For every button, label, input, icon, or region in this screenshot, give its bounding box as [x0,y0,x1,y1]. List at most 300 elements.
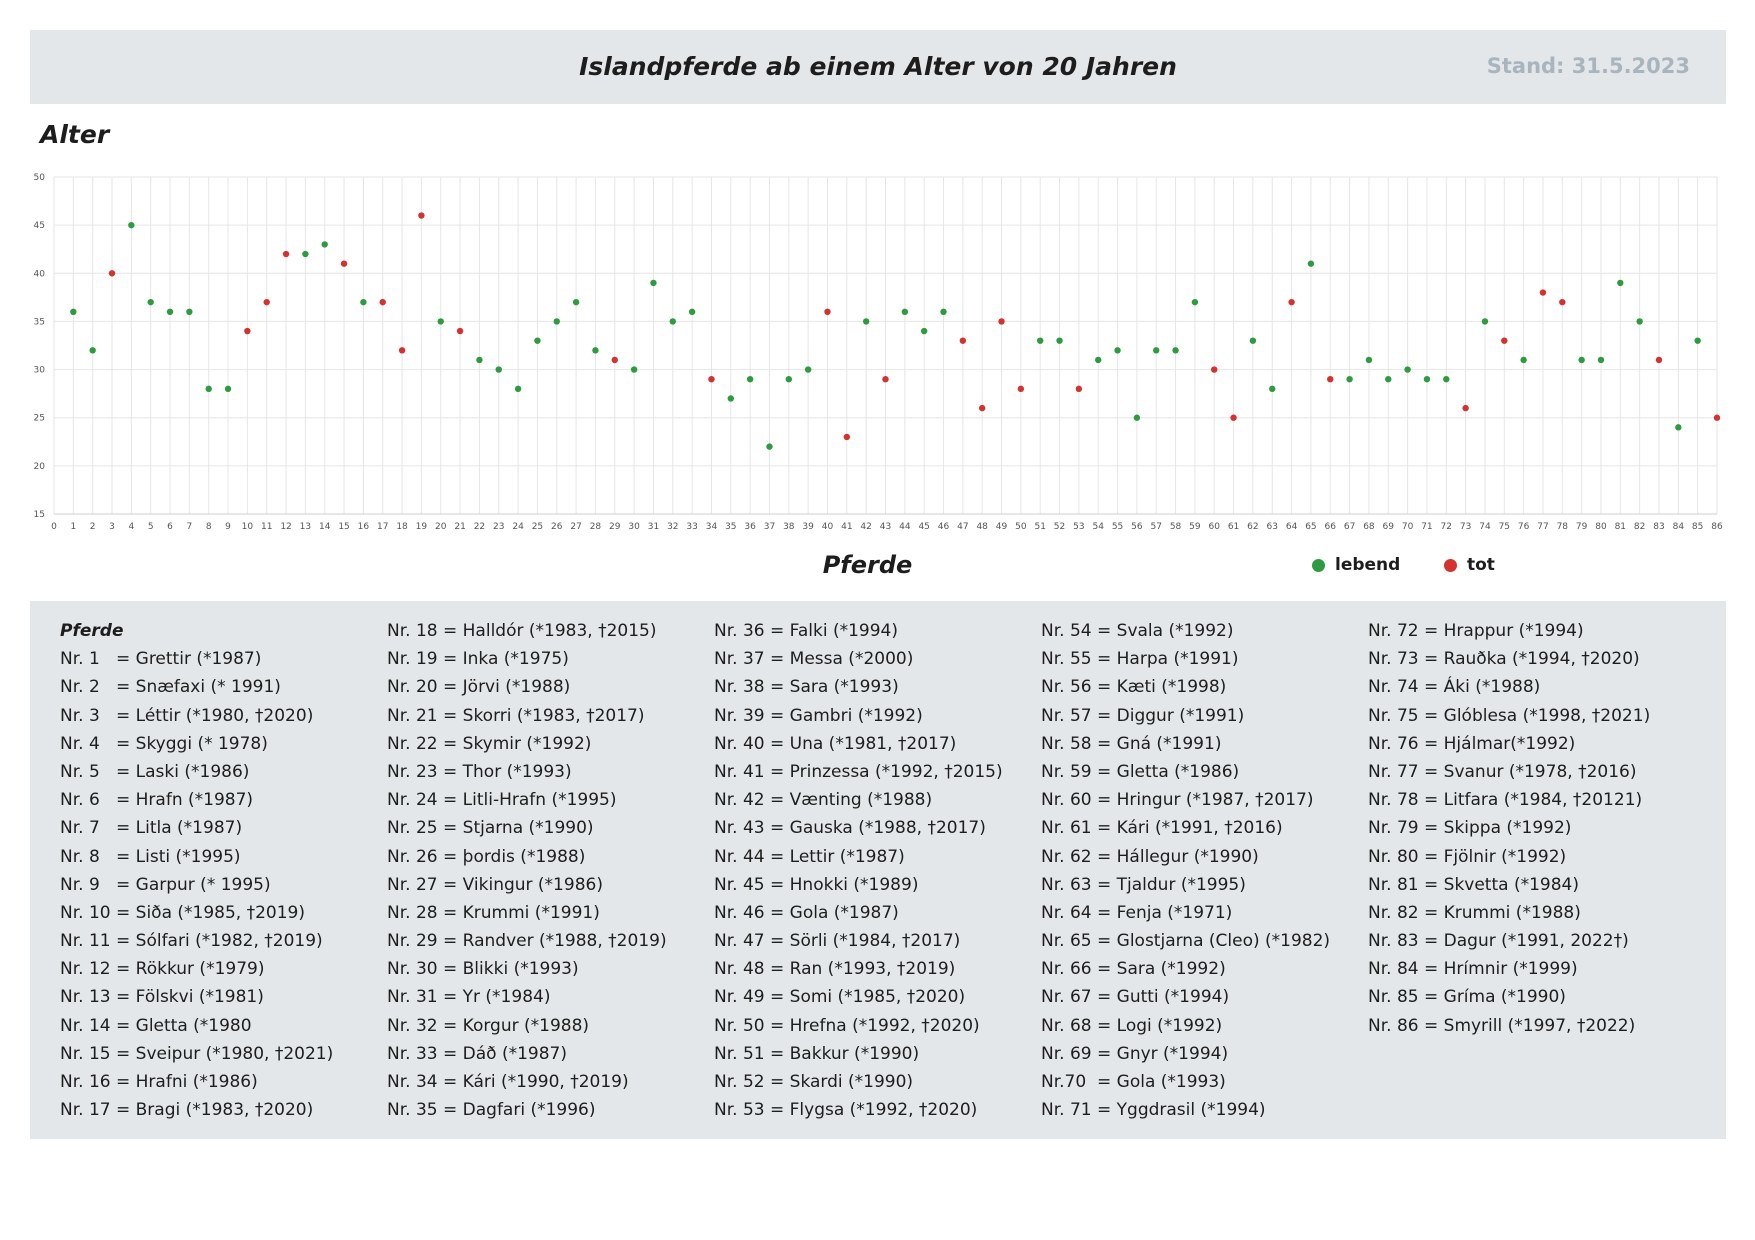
y-tick-label: 35 [33,317,45,328]
horse-number: Nr. 22 [387,733,438,754]
horse-number: Nr. 54 [1041,621,1092,641]
horse-name: = Yggdrasil (*1994) [1097,1100,1266,1121]
x-tick-label: 13 [299,522,312,532]
horse-name: = Smyrill (*1997, †2022) [1424,1015,1636,1036]
horse-name: = Grettir (*1987) [116,649,262,670]
horse-name: = Bakkur (*1990) [770,1043,920,1064]
data-point-alive [940,309,946,315]
horse-name: = Logi (*1992) [1097,1015,1223,1036]
horse-number: Nr. 79 [1368,818,1419,839]
horse-name: = Hrafni (*1986) [116,1072,258,1092]
x-tick-label: 72 [1440,522,1453,532]
x-tick-label: 22 [473,522,486,532]
horse-number: Nr. 13 [60,987,111,1008]
horse-name: = Hringur (*1987, †2017) [1097,790,1314,811]
data-point-alive [670,318,676,324]
horse-number: Nr. 67 [1041,987,1092,1008]
data-point-dead [960,337,966,343]
horse-name: = Dagur (*1991, 2022†) [1424,931,1629,952]
horse-name: = Sólfari (*1982, †2019) [116,931,323,952]
horse-number: Nr. 30 [387,959,438,980]
horse-name: = Lettir (*1987) [770,846,905,867]
x-tick-label: 82 [1633,522,1646,532]
data-point-dead [1656,357,1662,363]
horse-list-column [387,617,667,1124]
data-point-dead [399,347,405,353]
x-tick-label: 7 [186,522,193,532]
horse-number: Nr. 64 [1041,902,1092,923]
x-tick-label: 43 [879,522,892,532]
horse-list-item [1368,730,1650,758]
data-point-alive [438,318,444,324]
data-point-alive [1385,376,1391,382]
horse-name: = Gola (*1987) [770,902,899,923]
horse-number: Nr. 23 [387,761,438,782]
horse-name: = Litli-Hrafn (*1995) [443,790,617,811]
horse-number: Nr. 53 [714,1100,765,1121]
horse-number: Nr. 81 [1368,874,1419,895]
horse-name: = Garpur (* 1995) [116,874,271,895]
horse-list-item [1368,814,1650,842]
horse-number: Nr. 52 [714,1072,765,1092]
horse-list-item [714,899,1003,927]
x-tick-label: 35 [725,522,737,532]
y-tick-label: 40 [33,269,45,280]
x-tick-label: 59 [1189,522,1201,532]
x-tick-label: 32 [667,522,679,532]
horse-list-item [387,617,667,645]
horse-list-item [1368,673,1650,701]
x-tick-label: 84 [1672,522,1685,532]
horse-number: Nr. 73 [1368,649,1419,670]
horse-number: Nr. 56 [1041,677,1092,698]
horse-list-item [387,730,667,758]
x-tick-label: 27 [570,522,582,532]
horse-name: = Sörli (*1984, †2017) [770,931,961,952]
data-point-alive [689,309,695,315]
data-point-alive [1172,347,1178,353]
horse-name: = Gola (*1993) [1097,1072,1226,1092]
horse-name: = Rauðka (*1994, †2020) [1424,649,1640,670]
horse-list-item [60,786,333,814]
x-tick-label: 67 [1343,522,1356,532]
horse-list-item [60,702,333,730]
horse-name: = Diggur (*1991) [1097,705,1245,726]
x-tick-label: 63 [1266,522,1278,532]
x-tick-label: 62 [1247,522,1259,532]
horse-list-item [714,758,1003,786]
data-point-alive [554,318,560,324]
x-tick-label: 74 [1479,522,1491,532]
data-point-alive [1424,376,1430,382]
horse-number: Nr. 58 [1041,733,1092,754]
horse-list-item [1041,871,1330,899]
horse-number: Nr. 68 [1041,1015,1092,1036]
data-point-alive [1134,415,1140,421]
horse-list-item [1041,1040,1330,1068]
data-point-alive [1598,357,1604,363]
data-point-alive [728,395,734,401]
horse-list-item [1368,983,1650,1011]
legend-label-alive: lebend [1335,555,1401,575]
horse-number: Nr. 42 [714,790,765,811]
horse-number: Nr. 28 [387,902,438,923]
horse-name: = Gnyr (*1994) [1097,1043,1229,1064]
horse-list-panel [30,601,1726,1139]
horse-name: = Hrappur (*1994) [1424,621,1584,641]
horse-list-column [60,617,333,1124]
horse-name: = Sara (*1992) [1097,959,1226,980]
horse-name: = Gná (*1991) [1097,733,1222,754]
horse-number: Nr. 17 [60,1100,111,1121]
x-tick-label: 19 [415,522,428,532]
x-tick-label: 52 [1053,522,1066,532]
x-tick-label: 71 [1421,522,1433,532]
horse-list-item [387,955,667,983]
horse-name: = Hállegur (*1990) [1097,846,1259,867]
x-tick-label: 51 [1034,522,1046,532]
horse-list-item [1368,955,1650,983]
horse-list-item [387,983,667,1011]
horse-number: Nr. 55 [1041,649,1092,670]
horse-name: = Skippa (*1992) [1424,818,1572,839]
horse-name: = Blikki (*1993) [443,959,579,980]
x-tick-label: 55 [1111,522,1124,532]
horse-name: = Randver (*1988, †2019) [443,931,667,952]
horse-number: Nr. 44 [714,846,765,867]
horse-number: Nr. 5 [60,761,100,782]
horse-name: = Hjálmar(*1992) [1424,733,1576,754]
horse-list-item [387,843,667,871]
horse-name: = Snæfaxi (* 1991) [116,677,281,698]
data-point-alive [592,347,598,353]
horse-name: = Léttir (*1980, †2020) [116,705,314,726]
horse-number: Nr. 6 [60,790,100,811]
horse-name: = Gauska (*1988, †2017) [770,818,986,839]
stand-date: Stand: 31.5.2023 [1486,54,1690,78]
horse-list-item [387,673,667,701]
data-point-dead [1462,405,1468,411]
y-tick-label: 20 [33,461,45,472]
horse-number: Nr. 77 [1368,761,1419,782]
horse-list-item [714,702,1003,730]
horse-list-item [60,899,333,927]
horse-name: = Somi (*1985, †2020) [770,987,966,1008]
data-point-alive [1675,424,1681,430]
data-point-dead [109,270,115,276]
horse-number: Nr. 33 [387,1043,438,1064]
horse-name: = Dagfari (*1996) [443,1100,596,1121]
x-tick-label: 16 [357,522,370,532]
horse-number: Nr. 75 [1368,705,1419,726]
x-axis-title: Pferde [822,551,913,579]
y-tick-label: 30 [33,365,45,376]
horse-name: = Svanur (*1978, †2016) [1424,761,1637,782]
x-tick-label: 29 [609,522,621,532]
x-tick-label: 75 [1498,522,1511,532]
horse-name: = Kæti (*1998) [1097,677,1227,698]
data-point-dead [612,357,618,363]
horse-list-item [714,843,1003,871]
horse-number: Nr. 66 [1041,959,1092,980]
data-point-alive [1520,357,1526,363]
horse-name: = Sveipur (*1980, †2021) [116,1043,334,1064]
horse-list-item [1368,645,1650,673]
horse-name: = Gutti (*1994) [1097,987,1230,1008]
x-tick-label: 45 [918,522,930,532]
horse-list-item [714,645,1003,673]
horse-list-item [714,1012,1003,1040]
horse-name: = Rökkur (*1979) [116,959,265,980]
data-point-alive [631,366,637,372]
x-tick-label: 33 [686,522,698,532]
horse-list-item [1041,673,1330,701]
data-point-alive [1636,318,1642,324]
horse-number: Nr. 65 [1041,931,1092,952]
data-point-dead [998,318,1004,324]
x-tick-label: 57 [1150,522,1162,532]
data-point-alive [476,357,482,363]
x-tick-label: 18 [396,522,408,532]
data-point-dead [1540,289,1546,295]
horse-list-item [714,730,1003,758]
data-point-dead [380,299,386,305]
data-point-dead [1288,299,1294,305]
data-point-dead [824,309,830,315]
horse-name: = Glostjarna (Cleo) (*1982) [1097,931,1331,952]
x-tick-label: 17 [377,522,389,532]
data-point-alive [1056,337,1062,343]
data-point-alive [360,299,366,305]
horse-name: = Skorri (*1983, †2017) [443,705,645,726]
x-tick-label: 60 [1208,522,1220,532]
data-point-alive [70,309,76,315]
horse-name: = Gríma (*1990) [1424,987,1566,1008]
x-tick-label: 79 [1575,522,1588,532]
x-tick-label: 9 [225,522,231,532]
horse-list-item [714,617,1003,645]
horse-name: = Korgur (*1988) [443,1015,590,1036]
data-point-alive [1404,366,1410,372]
horse-list-item [1368,1012,1650,1040]
horse-list-item [387,645,667,673]
x-tick-label: 2 [89,522,96,532]
horse-number: Nr. 72 [1368,621,1419,641]
data-point-alive [1346,376,1352,382]
horse-list-item [714,1068,1003,1096]
horse-name: = Áki (*1988) [1424,677,1541,698]
data-point-alive [167,309,173,315]
horse-name: = Flygsa (*1992, †2020) [770,1100,978,1121]
horse-list-item [60,645,333,673]
horse-name: = Stjarna (*1990) [443,818,594,839]
horse-number: Nr. 15 [60,1043,111,1064]
horse-name: = Fölskvi (*1981) [116,987,264,1008]
data-point-alive [128,222,134,228]
data-point-alive [650,280,656,286]
data-point-dead [979,405,985,411]
horse-list-item [714,814,1003,842]
data-point-dead [418,212,424,218]
horse-list-column [714,617,1003,1124]
data-point-alive [147,299,153,305]
x-tick-label: 58 [1169,522,1182,532]
horse-number: Nr. 48 [714,959,765,980]
x-tick-label: 46 [937,522,950,532]
horse-list-item [714,673,1003,701]
horse-name: = Jörvi (*1988) [443,677,571,698]
horse-list-item [1041,702,1330,730]
horse-number: Nr. 3 [60,705,100,726]
horse-number: Nr. 80 [1368,846,1419,867]
horse-name: = Skymir (*1992) [443,733,592,754]
data-point-dead [1501,337,1507,343]
horse-list-item [1041,955,1330,983]
horse-number: Nr. 41 [714,761,765,782]
horse-number: Nr. 83 [1368,931,1419,952]
horse-name: = þordis (*1988) [443,846,586,867]
horse-name: = Krummi (*1991) [443,902,600,923]
x-tick-label: 15 [338,522,350,532]
x-tick-label: 36 [744,522,756,532]
horse-number: Nr. 62 [1041,846,1092,867]
horse-name: = Skardi (*1990) [770,1072,914,1092]
x-tick-label: 77 [1537,522,1549,532]
x-tick-label: 0 [51,522,57,532]
horse-number: Nr. 7 [60,818,100,839]
horse-number: Nr. 11 [60,931,111,952]
data-point-alive [1482,318,1488,324]
x-tick-label: 24 [512,522,524,532]
x-tick-label: 11 [260,522,273,532]
horse-list-item [60,1012,333,1040]
data-point-dead [264,299,270,305]
horse-list-item [1041,617,1330,645]
data-point-dead [708,376,714,382]
horse-name: = Harpa (*1991) [1097,649,1239,670]
horse-number: Nr. 86 [1368,1015,1419,1036]
x-tick-label: 1 [70,522,77,532]
x-tick-label: 6 [167,522,173,532]
horse-list-item [60,1040,333,1068]
data-point-alive [1269,386,1275,392]
horse-name: = Skvetta (*1984) [1424,874,1579,895]
horse-name: = Krummi (*1988) [1424,902,1581,923]
data-point-dead [457,328,463,334]
horse-list-item [1041,730,1330,758]
horse-name: = Vænting (*1988) [770,790,933,811]
horse-list-item [1368,843,1650,871]
horse-number: Nr. 19 [387,649,438,670]
x-tick-label: 23 [493,522,505,532]
horse-list-item [60,758,333,786]
horse-name: = Inka (*1975) [443,649,569,670]
data-point-dead [1076,386,1082,392]
x-tick-label: 68 [1363,522,1375,532]
x-tick-label: 86 [1711,522,1723,532]
horse-number: Nr. 57 [1041,705,1092,726]
x-tick-label: 65 [1305,522,1317,532]
horse-number: Nr. 2 [60,677,100,698]
horse-name: = Fenja (*1971) [1097,902,1233,923]
horse-name: = Laski (*1986) [116,761,250,782]
horse-number: Nr. 50 [714,1015,765,1036]
legend-item-dead [1444,555,1495,575]
horse-list-item [1368,617,1650,645]
horse-name: = Skyggi (* 1978) [116,733,268,754]
horse-list-item [1041,983,1330,1011]
horse-list-item [60,814,333,842]
horse-list-item [1368,758,1650,786]
x-tick-label: 85 [1691,522,1704,532]
legend-marker-alive [1312,559,1325,572]
data-point-alive [1037,337,1043,343]
horse-number: Nr. 16 [60,1072,111,1092]
horse-number: Nr. 21 [387,705,438,726]
horse-list-item [60,927,333,955]
x-tick-label: 14 [318,522,331,532]
x-tick-label: 53 [1073,522,1085,532]
horse-list-item [387,1096,667,1124]
horse-list-item [60,673,333,701]
horse-name: = Litfara (*1984, †20121) [1424,790,1643,811]
data-point-alive [1366,357,1372,363]
horse-number: Nr. 10 [60,902,111,923]
horse-name: = Halldór (*1983, †2015) [443,621,657,641]
y-tick-label: 15 [33,510,45,520]
data-point-alive [322,241,328,247]
data-point-alive [766,443,772,449]
data-point-alive [205,386,211,392]
x-tick-label: 3 [109,522,115,532]
x-tick-label: 37 [763,522,776,532]
x-tick-label: 20 [435,522,447,532]
horse-name: = Tjaldur (*1995) [1097,874,1246,895]
x-tick-label: 12 [280,522,292,532]
horse-number: Nr. 26 [387,846,438,867]
horse-number: Nr. 18 [387,621,438,641]
horse-list-item [1368,927,1650,955]
horse-number: Nr. 25 [387,818,438,839]
data-point-alive [1114,347,1120,353]
horse-list-item [60,843,333,871]
x-tick-label: 70 [1401,522,1414,532]
horse-number: Nr. 60 [1041,790,1092,811]
horse-list-item [60,1068,333,1096]
horse-number: Nr. 31 [387,987,438,1008]
x-tick-label: 26 [551,522,563,532]
horse-number: Nr. 51 [714,1043,765,1064]
data-point-dead [844,434,850,440]
horse-list-item [387,1040,667,1068]
horse-list-item [1041,899,1330,927]
data-point-alive [302,251,308,257]
data-point-alive [534,337,540,343]
horse-name: = Hnokki (*1989) [770,874,919,895]
data-point-alive [1250,337,1256,343]
horse-list-item [714,1096,1003,1124]
horse-number: Nr. 29 [387,931,438,952]
horse-name: = Yr (*1984) [443,987,551,1008]
data-point-alive [1308,260,1314,266]
data-point-alive [496,366,502,372]
scatter-chart [0,0,1755,540]
horse-number: Nr. 49 [714,987,765,1008]
x-tick-label: 83 [1653,522,1665,532]
horse-list-item [714,983,1003,1011]
x-tick-label: 50 [1015,522,1027,532]
data-point-dead [283,251,289,257]
